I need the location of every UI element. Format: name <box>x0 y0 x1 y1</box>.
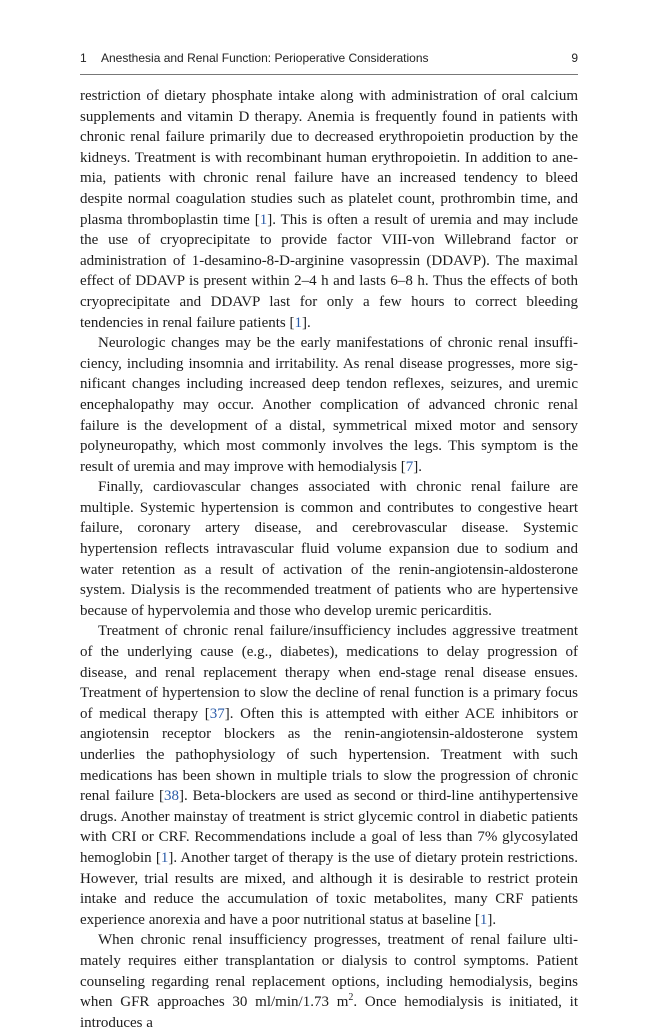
paragraph-cardiovascular <box>80 477 578 621</box>
paragraph-neurologic <box>80 333 578 477</box>
text-run: ]. Another target of therapy is the use of dietary protein restrictions. However, trial results are mixed, and although it is desirable to restrict protein intake and reduce the accumulation of toxic metabolites, many CRF patients experience anorexia and have a poor nutritional status at baseline [ <box>80 849 578 928</box>
text-run: ]. This is often a result of uremia and may include the use of cryoprecipitate to provide factor VIII-von Willebrand factor or administration of 1-desamino-8-D-arginine vasopressin (DDAVP). The maximal effect of DDAVP is present within 2–4 h and lasts 6–8 h. Thus the effects of both cryoprecipitate and DDAVP last for only a few hours to correct bleeding tendencies in renal failure patients [ <box>80 211 578 331</box>
superscript-exponent: 2 <box>348 992 354 1004</box>
text-run: When chronic renal insufficiency progresses, treatment of renal failure ultimately requires either transplantation or dialysis to control symptoms. Patient counseling regarding renal replacement options, including hemodialysis, begins when GFR approaches 30 ml/min/1.73 m <box>80 932 578 1011</box>
chapter-title: Anesthesia and Renal Function: Perioperative Considerations <box>101 51 429 65</box>
running-header <box>80 51 578 69</box>
text-run: Treatment of chronic renal failure/insufficiency includes aggressive treatment of the underlying cause (e.g., diabetes), medications to delay progression of disease, and renal replacement therapy when end-stage renal disease ensues. Treatment of hypertension to slow the decline of renal function is a primary focus of medical therapy [ <box>80 623 578 722</box>
text-run: Finally, cardiovascular changes associated with chronic renal failure are multiple. Systemic hypertension is common and contributes to congestive heart failure, coronary artery disease, and cerebrovascular disease. Systemic hypertension reflects intravascular fluid volume expansion due to sodium and water retention as a result of activation of the renin-angiotensin-aldosterone system. Dialysis is the recommended treatment of patients who are hypertensive because of hypervolemia and those who develop uremic pericarditis. <box>80 479 578 619</box>
text-run: ]. <box>487 911 497 928</box>
page-number: 9 <box>571 51 578 65</box>
text-run: . Once hemodialysis is initiated, it introduces a <box>80 994 578 1031</box>
text-run: Neurologic changes may be the early manifestations of chronic renal insufficiency, including insomnia and irritability. As renal disease progresses, more significant changes including increased deep tendon reflexes, seizures, and uremic encephalopathy may occur. Another complication of advanced chronic renal failure is the development of a distal, symmetrical mixed motor and sensory polyneuropathy, which most commonly involves the legs. This symptom is the result of uremia and may improve with hemodialysis [ <box>80 335 578 475</box>
citation-link[interactable]: 1 <box>479 911 488 928</box>
paragraph-treatment <box>80 621 578 930</box>
text-run: restriction of dietary phosphate intake along with administration of oral calcium supplements and vitamin D therapy. Anemia is frequently found in patients with chronic renal failure primarily due to decreased erythropoietin production by the kidneys. Treatment is with recombinant human erythropoietin. In addition to anemia, patients with chronic renal failure have an increased tendency to bleed despite normal coagulation studies such as platelet count, prothrombin time, and plasma thromboplastin time [ <box>80 88 578 228</box>
citation-link[interactable]: 1 <box>259 211 268 228</box>
citation-link[interactable]: 38 <box>164 788 179 805</box>
text-run: ]. Often this is attempted with either ACE inhibitors or angiotensin receptor blockers as the renin-angiotensin-aldosterone system underlies the pathophysiology of such hypertension. Treatment with such medications has been shown in multiple trials to slow the progression of chronic renal failure [ <box>80 705 578 805</box>
citation-link[interactable]: 37 <box>209 705 225 722</box>
text-run: ]. <box>302 314 311 331</box>
citation-link[interactable]: 7 <box>405 458 414 475</box>
text-run: ]. <box>413 458 423 475</box>
body-text <box>80 86 578 1033</box>
header-rule <box>80 74 578 75</box>
citation-link[interactable]: 1 <box>160 849 169 866</box>
paragraph-anemia-bleeding <box>80 86 578 333</box>
chapter-number: 1 <box>80 51 87 65</box>
citation-link[interactable]: 1 <box>294 314 302 331</box>
paragraph-renal-replacement <box>80 930 578 1033</box>
text-run: ]. Beta-blockers are used as second or third-line antihypertensive drugs. Another mainstay of treatment is strict glycemic control in diabetic patients with CRI or CRF. Recommendations include a goal of less than 7% glycosylated hemoglobin [ <box>80 788 578 866</box>
